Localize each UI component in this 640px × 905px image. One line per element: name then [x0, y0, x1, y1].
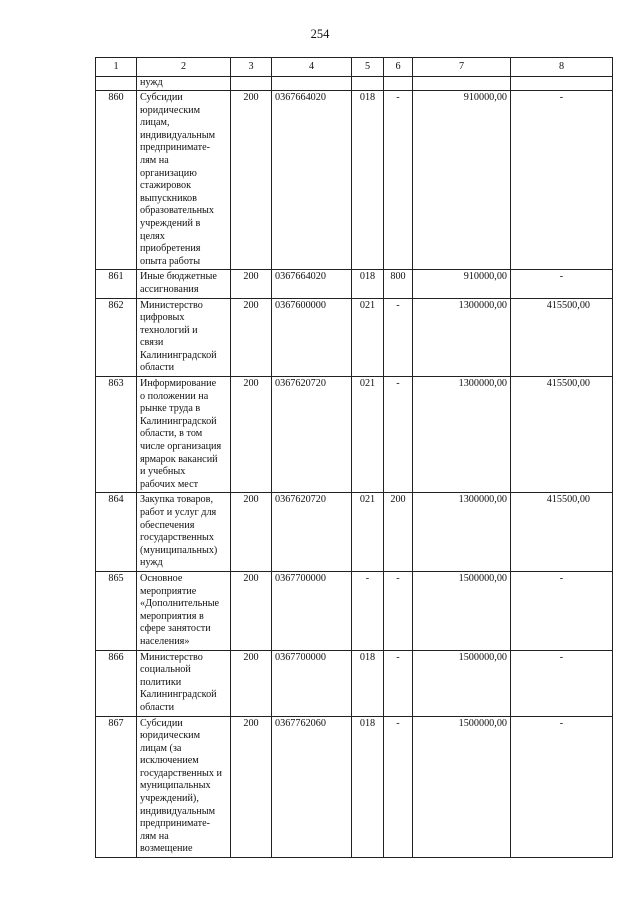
header-cell: 6	[384, 58, 413, 77]
row-number: 866	[96, 650, 137, 716]
header-cell: 5	[352, 58, 384, 77]
row-col6: -	[384, 716, 413, 858]
row-code: 0367762060	[272, 716, 352, 858]
row-code: 0367700000	[272, 571, 352, 650]
header-cell: 8	[511, 58, 613, 77]
row-col3: 200	[231, 377, 272, 493]
row-col6: -	[384, 298, 413, 377]
row-description: Субсидии юридическим лицам, индивидуальным предпринимате- лям на организацию стажировок выпускников образовательных учреждений в целях приобретения опыта работы	[140, 92, 216, 267]
row-number: 862	[96, 298, 137, 377]
row-col3: 200	[231, 493, 272, 572]
row-col3: 200	[231, 298, 272, 377]
header-cell: 2	[137, 58, 231, 77]
row-col5: 018	[352, 91, 384, 270]
row-col8: -	[511, 91, 613, 270]
row-col3: 200	[231, 91, 272, 270]
row-number: 860	[96, 91, 137, 270]
row-col5: -	[352, 571, 384, 650]
table-row	[96, 716, 613, 858]
table-row	[96, 377, 613, 493]
row-code: 0367620720	[272, 493, 352, 572]
header-cell: 7	[413, 58, 511, 77]
header-row	[96, 58, 613, 77]
row-col6: 800	[384, 270, 413, 298]
row-col8: 415500,00	[511, 377, 613, 493]
row-amount: 1300000,00	[413, 377, 511, 493]
row-col5: 021	[352, 493, 384, 572]
row-amount: 1500000,00	[413, 571, 511, 650]
header-cell: 4	[272, 58, 352, 77]
row-col8: -	[511, 270, 613, 298]
row-col6: -	[384, 91, 413, 270]
row-code: 0367600000	[272, 298, 352, 377]
row-number: 864	[96, 493, 137, 572]
table-row	[96, 650, 613, 716]
row-number: 863	[96, 377, 137, 493]
row-description: Информирование о положении на рынке труда в Калининградской области, в том числе организация ярмарок вакансий и учебных рабочих мест	[140, 378, 222, 490]
row-col8: -	[511, 571, 613, 650]
row-description: Субсидии юридическим лицам (за исключением государственных и муниципальных учреждений), индивидуальным предпринимате- лям на возмещение	[140, 717, 222, 855]
row-col5: 021	[352, 298, 384, 377]
row-description: Министерство социальной политики Калининградской области	[140, 651, 217, 713]
budget-table	[95, 57, 613, 858]
row-col8: 415500,00	[511, 493, 613, 572]
row-col5: 018	[352, 716, 384, 858]
row-amount: 1300000,00	[413, 298, 511, 377]
row-col3: 200	[231, 571, 272, 650]
table-row	[96, 91, 613, 270]
row-col5: 018	[352, 650, 384, 716]
row-col6: -	[384, 377, 413, 493]
row-col3: 200	[231, 716, 272, 858]
row-number: 865	[96, 571, 137, 650]
row-code: 0367700000	[272, 650, 352, 716]
row-col3: 200	[231, 270, 272, 298]
page-number: 254	[310, 27, 330, 41]
row-amount: 910000,00	[413, 270, 511, 298]
row-code: 0367664020	[272, 91, 352, 270]
row-amount: 910000,00	[413, 91, 511, 270]
table-row	[96, 493, 613, 572]
row-number: 867	[96, 716, 137, 858]
row-col6: 200	[384, 493, 413, 572]
row-amount: 1500000,00	[413, 650, 511, 716]
row-code: 0367664020	[272, 270, 352, 298]
header-cell: 1	[96, 58, 137, 77]
row-number: 861	[96, 270, 137, 298]
table-row	[96, 571, 613, 650]
header-cell: 3	[231, 58, 272, 77]
row-col5: 018	[352, 270, 384, 298]
row-col5: 021	[352, 377, 384, 493]
table-row	[96, 298, 613, 377]
row-col8: -	[511, 716, 613, 858]
row-amount: 1500000,00	[413, 716, 511, 858]
row-col8: 415500,00	[511, 298, 613, 377]
table-row	[96, 270, 613, 298]
row-code: 0367620720	[272, 377, 352, 493]
continuation-row	[96, 77, 613, 91]
row-description: Закупка товаров, работ и услуг для обеспечения государственных (муниципальных) нужд	[140, 494, 218, 569]
row-amount: 1300000,00	[413, 493, 511, 572]
row-col3: 200	[231, 650, 272, 716]
row-description: Министерство цифровых технологий и связи Калининградской области	[140, 299, 217, 374]
continuation-text: нужд	[137, 77, 231, 91]
row-description: Основное мероприятие «Дополнительные мероприятия в сфере занятости населения»	[140, 572, 220, 647]
row-col6: -	[384, 650, 413, 716]
row-description: Иные бюджетные ассигнования	[140, 271, 217, 295]
row-col6: -	[384, 571, 413, 650]
row-col8: -	[511, 650, 613, 716]
